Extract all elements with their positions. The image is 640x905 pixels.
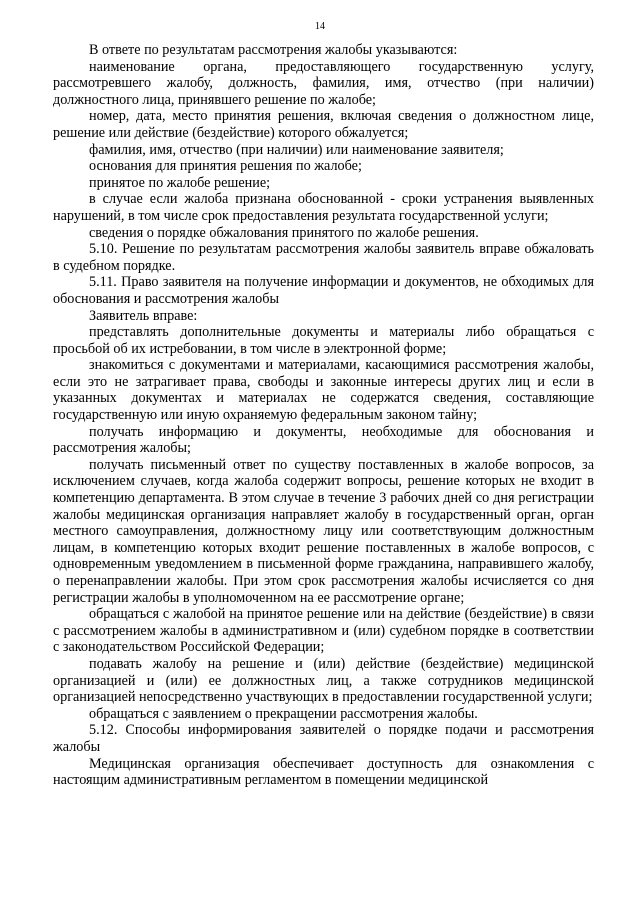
paragraph: Медицинская организация обеспечивает доступность для ознакомления с настоящим административным регламентом в помещении медицинской [53,755,594,789]
paragraph: обращаться с жалобой на принятое решение или на действие (бездействие) в связи с рассмотрением жалобы в административном и (или) судебном порядке в соответствии с законодательством Российской Федерации; [53,606,594,656]
paragraph: представлять дополнительные документы и материалы либо обращаться с просьбой об их истребовании, в том числе в электронной форме; [53,324,594,357]
section-5-10: 5.10. Решение по результатам рассмотрения жалобы заявитель вправе обжаловать в судебном порядке. [53,241,594,274]
page-number: 14 [315,21,325,32]
section-5-11-heading: 5.11. Право заявителя на получение информации и документов, не обходимых для обоснования и рассмотрения жалобы [53,274,594,307]
paragraph: принятое по жалобе решение; [89,174,271,191]
paragraph: В ответе по результатам рассмотрения жалобы указываются: [89,42,458,58]
paragraph: сведения о порядке обжалования принятого по жалобе решения. [89,224,479,241]
paragraph: основания для принятия решения по жалобе; [89,158,362,175]
paragraph: обращаться с заявлением о прекращении рассмотрения жалобы. [89,705,478,722]
paragraph: фамилия, имя, отчество (при наличии) или наименование заявителя; [89,141,504,158]
paragraph: получать письменный ответ по существу поставленных в жалобе вопросов, за исключением случаев, когда жалоба содержит вопросы, решение которых не входит в компетенцию департамента. В этом случае в течение 3 рабочих дней со дня регистрации жалобы медицинская организация направляет жалобу в государственный орган, орган местного самоуправления, должностному лицу или соответствующим должностным лицам, в компетенцию которых входит решение поставленных в жалобе вопросов, с одновременным уведомлением в письменной форме гражданина, направившего жалобу, о перенаправлении жалобы. При этом срок рассмотрения жалобы исчисляется со дня регистрации жалобы в уполномоченном на ее рассмотрение органе; [53,456,594,606]
section-5-12-heading: 5.12. Способы информирования заявителей о порядке подачи и рассмотрения жалобы [53,722,594,755]
paragraph: Заявитель вправе: [89,307,198,324]
document-body [53,42,594,789]
paragraph: в случае если жалоба признана обоснованной - сроки устранения выявленных нарушений, в том числе срок предоставления результата государственной услуги; [53,191,594,224]
paragraph: подавать жалобу на решение и (или) действие (бездействие) медицинской организацией и (или) ее должностных лиц, а также сотрудников медицинской организацией непосредственно участвующих в предоставлении государственной услуги; [53,655,594,706]
paragraph: знакомиться с документами и материалами, касающимися рассмотрения жалобы, если это не затрагивает права, свободы и законные интересы других лиц и если в указанных документах и материалах не содержатся сведения, составляющие государственную или иную охраняемую федеральным законом тайну; [53,357,594,424]
paragraph: наименование органа, предоставляющего государственную услугу, рассмотревшего жалобу, должность, фамилия, имя, отчество (при наличии) должностного лица, принявшего решение по жалобе; [53,58,594,108]
paragraph: получать информацию и документы, необходимые для обоснования и рассмотрения жалобы; [53,423,594,457]
paragraph: номер, дата, место принятия решения, включая сведения о должностном лице, решение или действие (бездействие) которого обжалуется; [53,108,594,141]
